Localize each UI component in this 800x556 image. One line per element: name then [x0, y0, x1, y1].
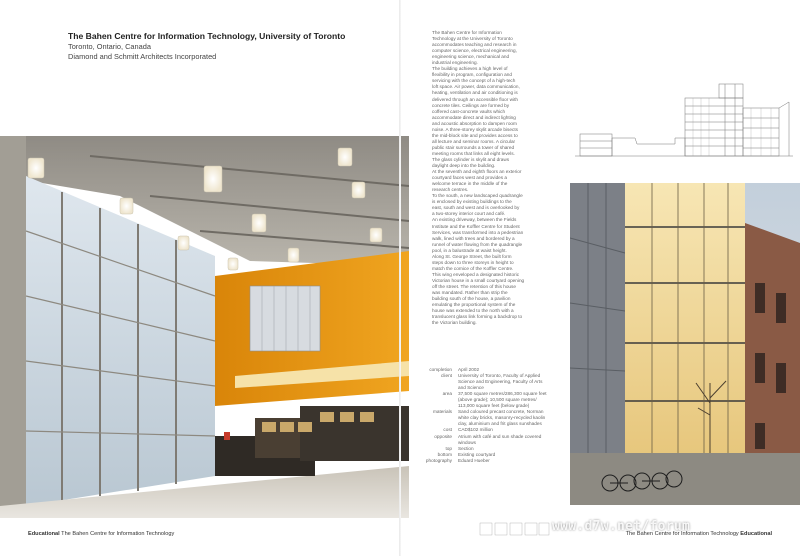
- body-line: was mandated. Rather than strip the: [432, 290, 508, 296]
- body-line: match the cornice of the Koffler Centre.: [432, 265, 514, 271]
- info-value: [458, 373, 570, 391]
- body-line: meeting rooms that links all eight levels.: [432, 150, 515, 156]
- page-gutter: [399, 0, 401, 556]
- info-value-line: CAD$102 million: [458, 427, 493, 433]
- info-label: cost: [443, 427, 452, 433]
- info-value-line: clay, aluminium and frit glass sunshades: [458, 421, 542, 427]
- body-line: heating, ventilation and air conditioning is: [432, 90, 518, 96]
- info-value: [458, 458, 570, 464]
- info-label: bottom: [437, 451, 452, 457]
- info-value-line: Atrium with café and sun shade covered: [458, 433, 542, 439]
- body-line: engineering science, mechanical and: [432, 54, 510, 60]
- section-drawing: [575, 78, 793, 166]
- info-value-line: Sand coloured precast concrete, Norman: [458, 409, 544, 415]
- info-row: [410, 458, 570, 464]
- courtyard-photo: [570, 183, 800, 505]
- footer-section-label: Educational: [740, 531, 772, 537]
- body-line: house was extended to the north with a: [432, 308, 514, 314]
- info-label: client: [441, 373, 452, 379]
- footer-title: The Bahen Centre for Information Technology: [61, 531, 175, 537]
- body-line: off the street. The retention of this house: [432, 283, 516, 289]
- body-line: translucent glass link forming a backdrop to: [432, 314, 523, 320]
- body-line: runnel of water flowing from the quadrangle: [432, 241, 523, 247]
- body-line: welcome terrace in the middle of the: [432, 181, 508, 187]
- body-line: Institute and the Koffler Centre for Student: [432, 223, 520, 229]
- info-label: completion: [429, 367, 452, 372]
- body-line: computer science, electrical engineering,: [432, 48, 517, 54]
- body-line: delivered through an accessible floor with: [432, 96, 518, 102]
- info-value-line: University of Toronto, Faculty of Applied: [458, 373, 541, 379]
- body-line: building south of the house, a pavilion: [432, 296, 511, 302]
- body-line: To the south, a new landscaped quadrangle: [432, 193, 523, 199]
- info-value-line: 113,000 square feet (below grade): [458, 403, 530, 409]
- atrium-photo: [0, 136, 409, 518]
- info-row: [410, 391, 570, 409]
- info-value-line: 37,500 square metres/286,300 square feet: [458, 391, 547, 397]
- body-line: the mid-block site and provides access to: [432, 132, 518, 138]
- footer-section-label: Educational: [28, 531, 60, 537]
- body-line: steps down to three storeys in height to: [432, 259, 514, 265]
- body-line: Technology at the University of Toronto: [432, 36, 513, 42]
- info-row: [410, 373, 570, 391]
- info-value-line: windows: [458, 439, 476, 445]
- footer-left: [28, 531, 174, 537]
- body-line: Victorian house in a small courtyard opening: [432, 277, 525, 283]
- body-line: loft space. Air power, data communication,: [432, 84, 520, 90]
- info-value-line: April 2002: [458, 367, 480, 372]
- body-line: The building achieves a high level of: [432, 66, 508, 72]
- body-line: The Bahen Centre for Information: [432, 30, 502, 35]
- body-line: courtyard faces west and provides a: [432, 175, 508, 181]
- info-value: [458, 434, 570, 446]
- body-line: walk, lined with trees and bordered by a: [432, 235, 515, 241]
- title-block: [68, 31, 388, 62]
- info-value-line: (above grade); 10,500 square metres/: [458, 397, 537, 403]
- info-value-line: Eduard Hueber: [458, 457, 490, 463]
- body-line: coffered cast-concrete vaults which: [432, 108, 506, 114]
- body-line: accommodates teaching and research in: [432, 42, 517, 48]
- project-location: Toronto, Ontario, Canada: [68, 42, 151, 51]
- info-value-line: Section: [458, 445, 474, 451]
- info-value-line: and Science: [458, 385, 484, 391]
- body-line: pool, in a balustrade at waist height.: [432, 247, 507, 253]
- body-line: daylight deep into the building.: [432, 163, 496, 169]
- body-line: all lecture and seminar rooms. A circular: [432, 138, 516, 144]
- body-line: Services, was transformed into a pedestrian: [432, 229, 524, 235]
- info-value-line: Existing courtyard: [458, 451, 496, 457]
- info-value: [458, 409, 570, 427]
- page-title: The Bahen Centre for Information Technology, University of Toronto: [68, 31, 346, 41]
- body-line: flexibility in program, configuration and: [432, 72, 512, 78]
- body-line: At the seventh and eighth floors an exterior: [432, 169, 522, 175]
- body-line: servicing with the concept of a high-tech: [432, 78, 516, 84]
- body-line: concrete tiles. Ceilings are formed by: [432, 102, 510, 108]
- watermark-url: www.d7w.net/forum: [552, 519, 691, 534]
- info-label: top: [445, 445, 452, 451]
- body-line: is enclosed by existing buildings to the: [432, 199, 512, 205]
- info-label: area: [442, 391, 452, 397]
- body-text-column: [432, 30, 562, 326]
- body-line: Along St. George Street, the built form: [432, 253, 512, 259]
- project-info-table: [410, 367, 570, 464]
- info-value-line: Science and Engineering, Faculty of Arts: [458, 379, 543, 385]
- body-line: industrial engineering.: [432, 60, 478, 66]
- body-line: east, south and west and is overlooked by: [432, 205, 520, 211]
- body-line: noise. A three-storey skylit arcade bisects: [432, 126, 518, 132]
- architect-name: Diamond and Schmitt Architects Incorporated: [68, 52, 217, 61]
- body-line: An existing driveway, between the Fields: [432, 217, 517, 223]
- info-value-line: white clay bricks, masonry-recycled kaolin: [458, 415, 546, 421]
- body-line: The glass cylinder is skylit and draws: [432, 156, 510, 162]
- info-row: [410, 434, 570, 446]
- body-line: the Victorian building.: [432, 320, 477, 326]
- body-line: emulating the proportional system of the: [432, 302, 516, 308]
- body-line: accommodate direct and indirect lighting: [432, 114, 516, 120]
- body-line: a two-storey interior court and café.: [432, 211, 506, 217]
- body-line: public stair surrounds a tower of shared: [432, 144, 515, 150]
- body-line: research centres.: [432, 187, 469, 193]
- info-label: materials: [432, 409, 452, 415]
- footer-title: The Bahen Centre for Information Technology: [625, 531, 739, 537]
- info-label: photography: [425, 457, 452, 463]
- body-line: and acoustic absorption to dampen room: [432, 120, 517, 126]
- info-value: [458, 391, 570, 409]
- info-row: [410, 409, 570, 427]
- body-line: This wing enveloped a designated historic: [432, 271, 520, 277]
- watermark-logo: [478, 520, 550, 538]
- info-label: opposite: [434, 433, 452, 439]
